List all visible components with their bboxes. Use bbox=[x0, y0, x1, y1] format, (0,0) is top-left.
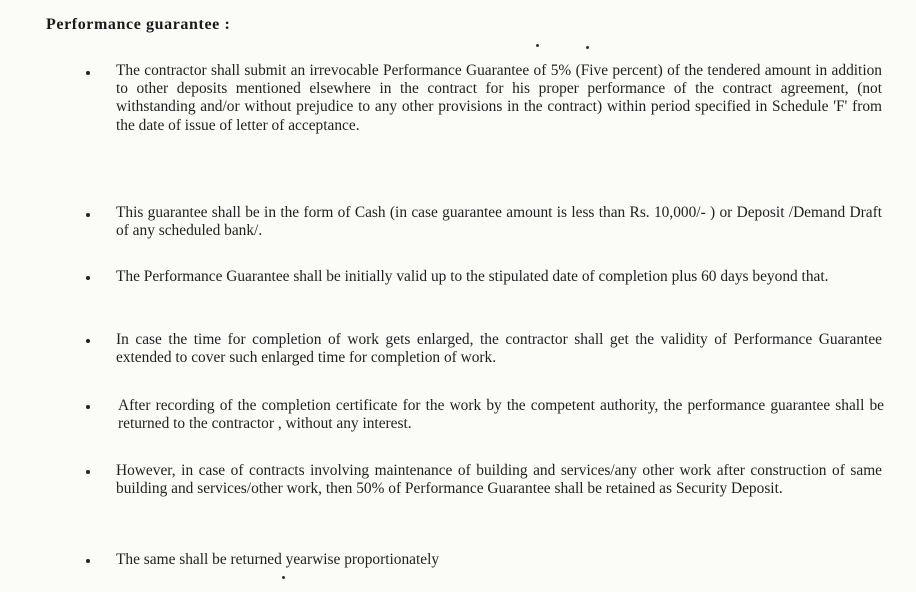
clause-text: After recording of the completion certificate for the work by the competent authority, the performance guarantee shall be returned to the contractor , without any interest. bbox=[118, 397, 884, 433]
section-heading: Performance guarantee : bbox=[46, 16, 231, 33]
scan-speck bbox=[586, 46, 589, 49]
bullet-icon bbox=[86, 559, 90, 563]
bullet-icon bbox=[86, 339, 90, 343]
clause-text: The same shall be returned yearwise proportionately bbox=[116, 551, 440, 568]
scan-speck bbox=[536, 44, 539, 47]
scan-speck bbox=[282, 576, 285, 579]
bullet-icon bbox=[86, 71, 90, 75]
bullet-icon bbox=[86, 405, 90, 409]
clause-text: However, in case of contracts involving maintenance of building and services/any other work after construction of same building and services/other work, then 50% of Performance Guarantee shall be retained as Security Deposit. bbox=[116, 462, 882, 498]
clause-text: The Performance Guarantee shall be initially valid up to the stipulated date of completion plus 60 days beyond that. bbox=[116, 268, 829, 285]
clause-text: The contractor shall submit an irrevocable Performance Guarantee of 5% (Five percent) of the tendered amount in addition to other deposits mentioned elsewhere in the contract for his proper performance of the contract agreement, (not withstanding and/or without prejudice to any other provisions in the contract) within period specified in Schedule 'F' from the date of issue of letter of acceptance. bbox=[116, 62, 882, 134]
bullet-icon bbox=[86, 470, 90, 474]
clause-text: This guarantee shall be in the form of Cash (in case guarantee amount is less than Rs. 10,000/- ) or Deposit /Demand Draft of any scheduled bank/. bbox=[116, 204, 882, 240]
bullet-icon bbox=[86, 213, 90, 217]
clause-text: In case the time for completion of work gets enlarged, the contractor shall get the validity of Performance Guarantee extended to cover such enlarged time for completion of work. bbox=[116, 331, 882, 367]
bullet-icon bbox=[86, 276, 90, 280]
